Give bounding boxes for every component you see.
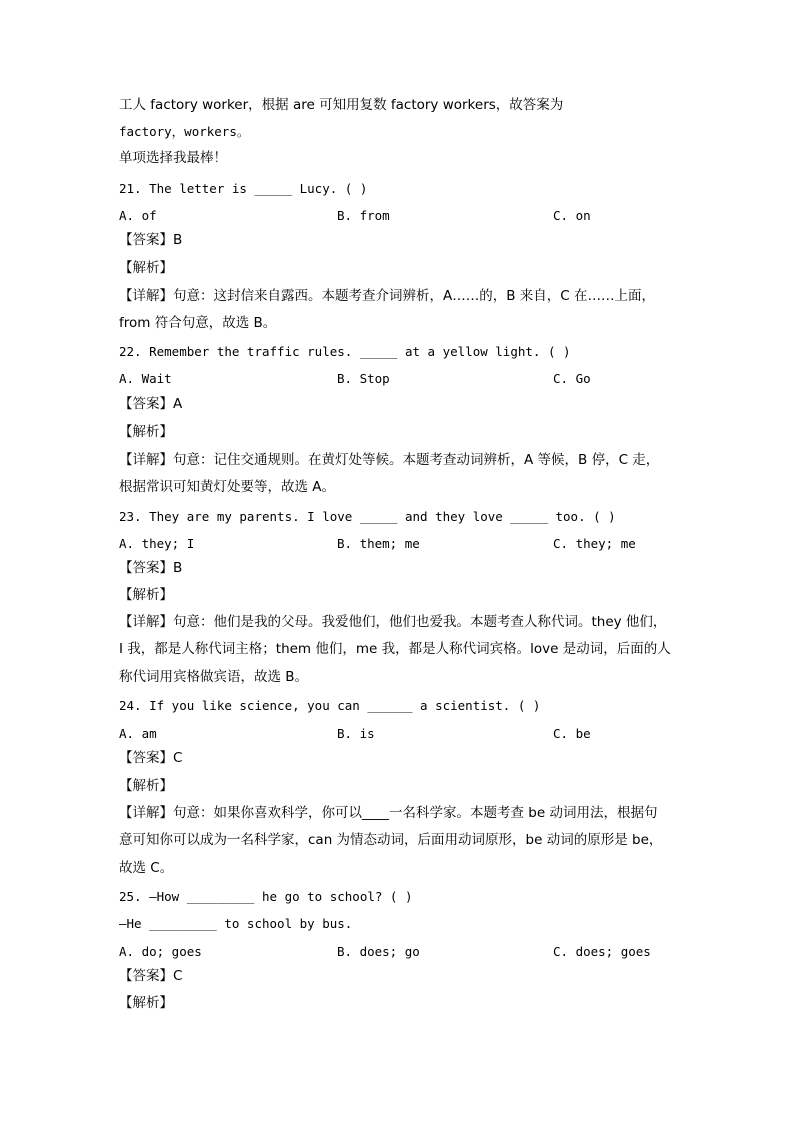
intro-line: factory，workers。 [119, 124, 250, 139]
answer: 【答案】B [119, 560, 183, 576]
option-c: C. does; goes [553, 944, 651, 959]
detail-line: 【详解】句意：这封信来自露西。本题考查介词辨析，A……的，B 来自，C 在……上面， [119, 288, 656, 304]
option-c: C. Go [553, 371, 591, 386]
analysis-label: 【解析】 [119, 424, 173, 440]
question-stem-line2: —He _________ to school by bus. [119, 916, 353, 931]
analysis-label: 【解析】 [119, 587, 173, 603]
analysis-label: 【解析】 [119, 260, 173, 276]
option-c: C. they; me [553, 536, 636, 551]
answer: 【答案】C [119, 968, 183, 984]
detail-line: 称代词用宾格做宾语，故选 B。 [119, 669, 309, 685]
option-a: A. Wait [119, 371, 172, 386]
question-stem: 24. If you like science, you can ______ a scientist. ( ) [119, 698, 541, 713]
option-a: A. they; I [119, 536, 195, 551]
detail-line: 【详解】句意：如果你喜欢科学，你可以____一名科学家。本题考查 be 动词用法，根据句 [119, 805, 658, 821]
detail-line: 故选 C。 [119, 860, 174, 876]
detail-line: 意可知你可以成为一名科学家，can 为情态动词，后面用动词原形，be 动词的原形是 be， [119, 832, 663, 848]
question-stem: 21. The letter is _____ Lucy. ( ) [119, 181, 368, 196]
section-title: 单项选择我最棒！ [119, 150, 227, 166]
detail-line: from 符合句意，故选 B。 [119, 315, 277, 331]
option-b: B. is [337, 726, 375, 741]
question-stem: 23. They are my parents. I love _____ and they love _____ too. ( ) [119, 509, 616, 524]
detail-line: I 我，都是人称代词主格；them 他们，me 我，都是人称代词宾格。love 是动词，后面的人 [119, 641, 671, 657]
option-c: C. on [553, 208, 591, 223]
option-b: B. from [337, 208, 390, 223]
answer: 【答案】B [119, 232, 183, 248]
detail-line: 【详解】句意：记住交通规则。在黄灯处等候。本题考查动词辨析，A 等候，B 停，C 走， [119, 452, 660, 468]
detail-line: 【详解】句意：他们是我的父母。我爱他们，他们也爱我。本题考查人称代词。they 他们， [119, 614, 667, 630]
analysis-label: 【解析】 [119, 778, 173, 794]
option-b: B. Stop [337, 371, 390, 386]
option-b: B. does; go [337, 944, 420, 959]
question-stem: 25. —How _________ he go to school? ( ) [119, 889, 413, 904]
option-a: A. am [119, 726, 157, 741]
answer: 【答案】A [119, 396, 183, 412]
option-a: A. do; goes [119, 944, 202, 959]
detail-line: 根据常识可知黄灯处要等，故选 A。 [119, 479, 336, 495]
option-a: A. of [119, 208, 157, 223]
analysis-label: 【解析】 [119, 995, 173, 1011]
question-stem: 22. Remember the traffic rules. _____ at a yellow light. ( ) [119, 344, 571, 359]
answer: 【答案】C [119, 750, 183, 766]
option-b: B. them; me [337, 536, 420, 551]
option-c: C. be [553, 726, 591, 741]
intro-line: 工人 factory worker，根据 are 可知用复数 factory workers，故答案为 [119, 97, 564, 113]
